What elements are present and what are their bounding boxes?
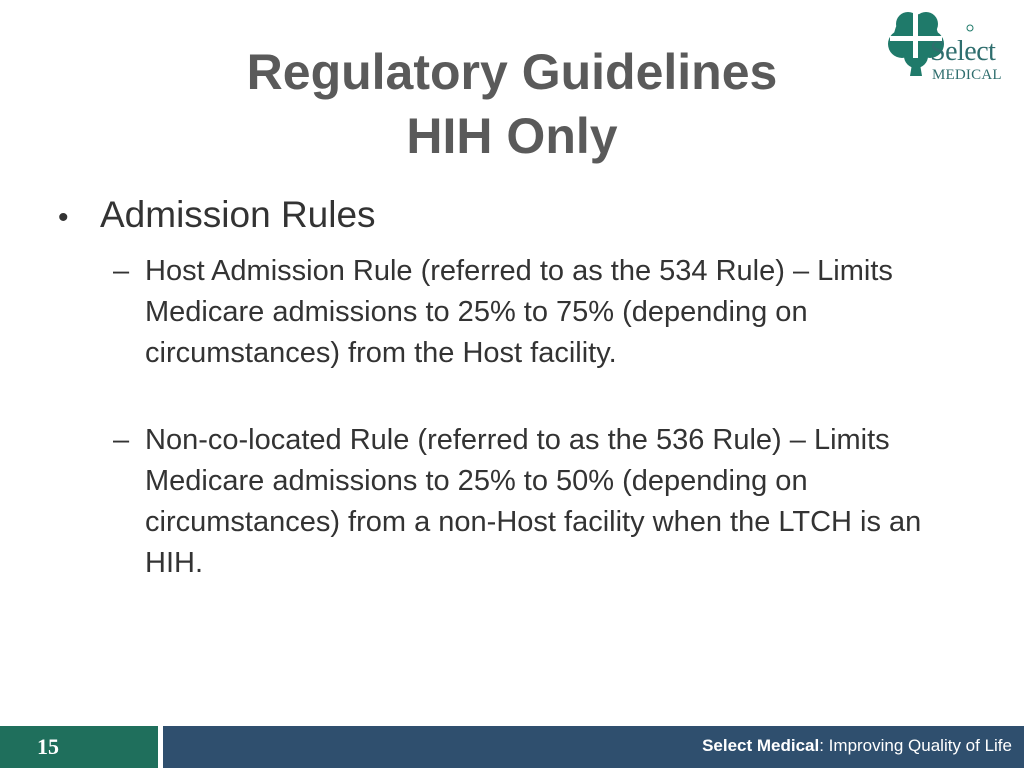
bullet-text: Admission Rules <box>100 194 376 235</box>
logo-subword: MEDICAL <box>932 67 1002 83</box>
sub-bullet-item <box>113 420 978 584</box>
title-line-1: Regulatory Guidelines <box>246 44 778 100</box>
footer-tagline <box>702 736 1012 756</box>
title-line-2: HIH Only <box>406 108 618 164</box>
footer-tagline-text: : Improving Quality of Life <box>819 736 1012 755</box>
page-number-box <box>0 726 158 768</box>
sub-bullet-marker: – <box>113 424 130 456</box>
sub-bullet-text: Host Admission Rule (referred to as the 534 Rule) – Limits Medicare admissions to 25% to 75% (depending on circumstances) from the Host facility. <box>145 255 893 369</box>
bullet-item <box>58 192 978 241</box>
sub-bullet-item <box>113 251 978 374</box>
sub-bullet-marker: – <box>113 255 130 287</box>
bullet-marker: • <box>58 201 69 234</box>
page-number: 15 <box>37 734 59 759</box>
sub-bullet-text: Non-co-located Rule (referred to as the 536 Rule) – Limits Medicare admissions to 25% to 50% (depending on circumstances) from a non-Host facility when the LTCH is an HIH. <box>145 424 922 579</box>
logo-word: Select <box>930 36 996 67</box>
footer-brand: Select Medical <box>702 736 820 755</box>
slide-title <box>0 36 1024 168</box>
slide-content <box>58 192 978 584</box>
footer-divider <box>158 726 163 768</box>
footer-bar <box>0 726 1024 768</box>
